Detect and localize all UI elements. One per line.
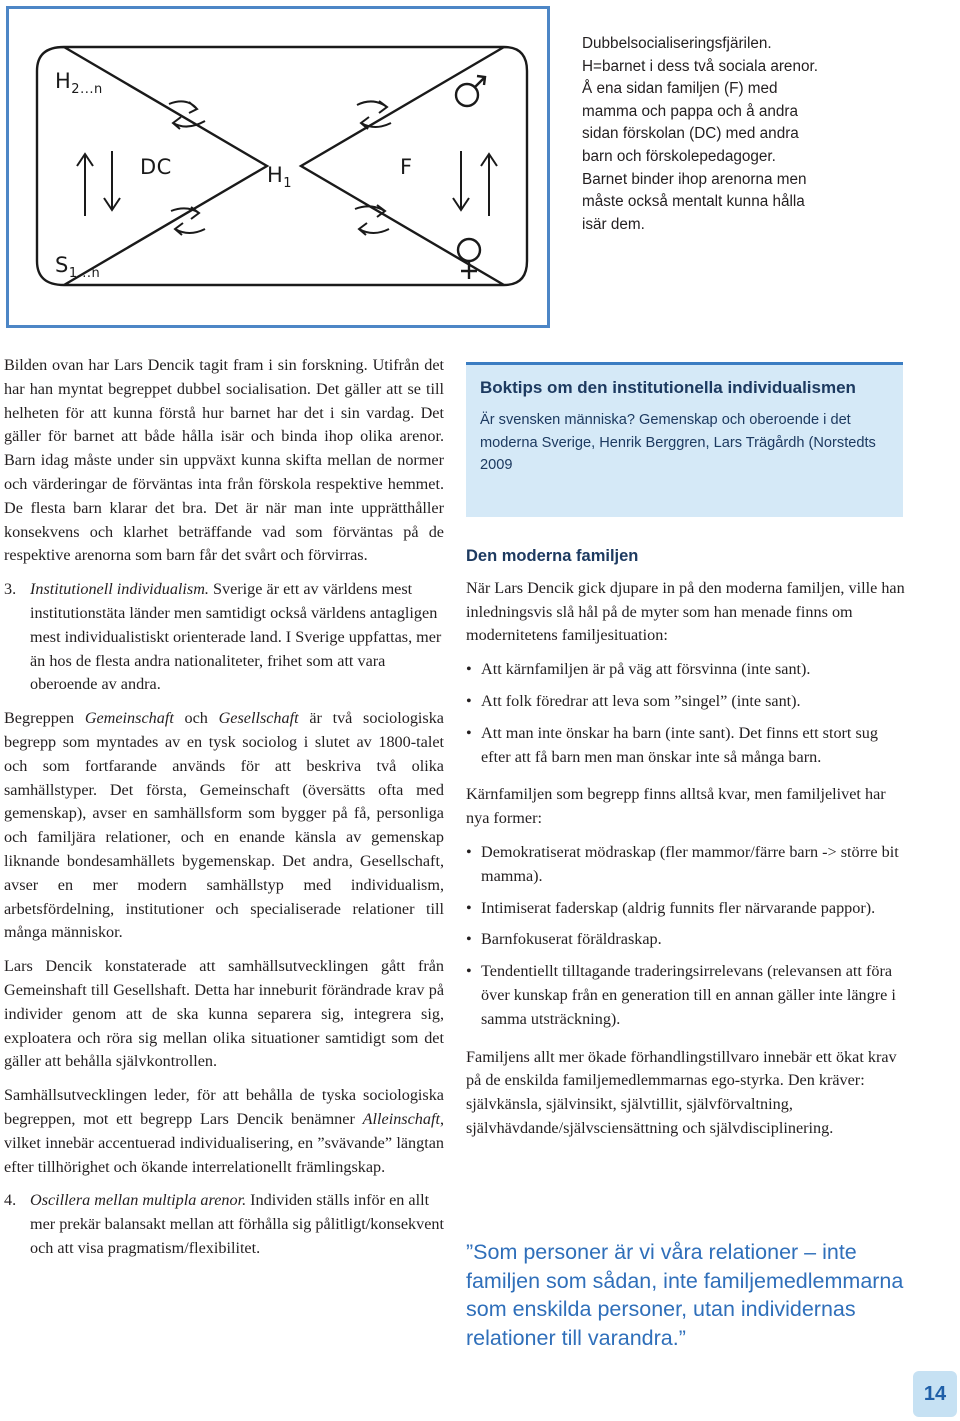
arrow-up-icon bbox=[77, 154, 93, 216]
paragraph-dual-socialisation: Bilden ovan har Lars Dencik tagit fram i sin forskning. Utifrån det har han myntat begreppet dubbel socialisation. Det gäller att se till helheten för att kunna förstå hur barnet har det i sin vardag. Det gäller för barnet att både hålla isär och binda ihop olika arenor. Barn idag måste under sin uppväxt kunna skifta mellan de normer och värderingar de förväntas inta från förskola respektive hemmet. De flesta barn klarar det bra. Det är när man inte upprätthåller konsekvens och klarhet beträffande vad som förväntas på de respektive arenorna som barn får det svårt och förvirras. bbox=[4, 356, 444, 565]
item-text: Oscillera mellan multipla arenor. Individen ställs inför en allt mer prekär balansakt mellan att förhålla sig pålitligt/konsekvent och att visa pragmatism/flexibilitet. bbox=[30, 1191, 444, 1257]
right-vertical-arrows bbox=[453, 151, 497, 216]
numbered-item-4 bbox=[4, 1189, 444, 1260]
arrow-up-icon bbox=[481, 154, 497, 216]
item-number: 4. bbox=[4, 1191, 17, 1210]
new-forms-list bbox=[466, 841, 906, 1032]
myths-list bbox=[466, 658, 906, 769]
curved-arrow-icon bbox=[359, 223, 389, 235]
label-dc: DC bbox=[140, 155, 172, 179]
list-item: • Demokratiserat mödraskap (fler mammor/färre barn -> större bit mamma). bbox=[466, 841, 906, 889]
caption-line: måste också mentalt kunna hålla bbox=[582, 193, 805, 211]
paragraph-ego-strength: Familjens allt mer ökade förhandlingstillvaro innebär ett ökat krav på de enskilda familjemedlemmarnas ego-styrka. Den kräver: självkänsla, självinsikt, självtillit, självförvaltning, självhävdande/självsciensättning och självdisciplinering. bbox=[466, 1047, 897, 1137]
figure-caption bbox=[582, 33, 862, 236]
list-item: • Att man inte önskar ha barn (inte sant). Det finns ett stort sug efter att få barn men man önskar inte så många barn. bbox=[466, 722, 906, 770]
caption-line: mamma och pappa och å andra bbox=[582, 102, 798, 120]
caption-line: Barnet binder ihop arenorna men bbox=[582, 170, 807, 188]
curved-arrow-icon bbox=[355, 205, 385, 217]
item-number: 3. bbox=[4, 580, 17, 599]
section-title: Den moderna familjen bbox=[466, 547, 639, 565]
list-item: • Att folk föredrar att leva som ”singel” (inte sant). bbox=[466, 690, 906, 714]
caption-line: Dubbelsocialiseringsfjärilen. bbox=[582, 35, 772, 52]
curved-arrow-icon bbox=[175, 223, 205, 235]
label-f: F bbox=[400, 155, 413, 179]
paragraph-alleinschaft: Samhällsutvecklingen leder, för att behålla de tyska sociologiska begreppen, mot ett begrepp Lars Dencik benämner Alleinschaft, vilket innebär accentuerad individualisering, en ”svävande” längtan efter tillhörighet och ökande interrelationellt främlingskap. bbox=[4, 1086, 444, 1176]
caption-line: H=barnet i dess två sociala arenor. bbox=[582, 57, 818, 75]
left-column bbox=[4, 354, 444, 1271]
caption-line: isär dem. bbox=[582, 215, 645, 233]
caption-line: Å ena sidan familjen (F) med bbox=[582, 80, 778, 98]
label-h1: $H_1$ bbox=[267, 163, 293, 192]
book-tip-title: Boktips om den institutionella individualismen bbox=[480, 378, 856, 397]
numbered-item-3 bbox=[4, 578, 444, 697]
label-s1: $S_{1...n}$ bbox=[55, 253, 101, 282]
right-column bbox=[466, 545, 906, 1151]
list-item: • Tendentiellt tilltagande traderingsirrelevans (relevansen att föra över kunskap från en generation till en annan gäller inte längre i samma utsträckning). bbox=[466, 960, 906, 1031]
arrow-down-icon bbox=[104, 151, 120, 210]
paragraph-gemeinschaft: Begreppen Gemeinschaft och Gesellschaft är två sociologiska begrepp som myntades av en tysk sociolog i slutet av 1800-talet och som fortfarande används för att beskriva två olika samhällstyper. Det första, Gemeinschaft (översätts ofta med gemenskap), avser en samhällsform som bygger på få, personliga och familjära relationer, och en enande känsla av gemenskap liknande bondesamhällets bygemenskap. Det andra, Gesellschaft, avser en mer modern samhällstyp med individualism, arbetsfördelning, institutioner och specialiserade relationer till många människor. bbox=[4, 709, 444, 942]
female-symbol-icon bbox=[458, 239, 480, 279]
list-item: • Att kärnfamiljen är på väg att försvinna (inte sant). bbox=[466, 658, 906, 682]
item-title: Institutionell individualism. bbox=[30, 580, 209, 599]
curved-arrow-icon bbox=[357, 101, 387, 113]
left-vertical-arrows bbox=[77, 151, 120, 216]
item-title: Oscillera mellan multipla arenor. bbox=[30, 1191, 247, 1210]
list-item: • Intimiserat faderskap (aldrig funnits fler närvarande pappor). bbox=[466, 897, 906, 921]
item-text: Institutionell individualism. Sverige är ett av världens mest institutionstäta länder men samtidigt också världens antagligen mest individualistiskt orienterade land. I Sverige uppfattas, mer än hos de flesta andra nationaliteter, frihet som att vara oberoende av andra. bbox=[30, 580, 442, 694]
book-tip-body: Är svensken människa? Gemenskap och oberoende i det moderna Sverige, Henrik Berggren, Lars Trägårdh (Norstedts 2009 bbox=[480, 412, 876, 473]
list-item: • Barnfokuserat föräldraskap. bbox=[466, 928, 906, 952]
label-h2: $H_{2...n}$ bbox=[55, 69, 103, 98]
butterfly-diagram bbox=[6, 6, 550, 328]
caption-line: sidan förskolan (DC) med andra bbox=[582, 125, 799, 143]
book-tip-box bbox=[466, 362, 903, 517]
pull-quote: ”Som personer är vi våra relationer – inte familjen som sådan, inte familjemedlemmarna som enskilda personer, utan individernas relationer till varandra.” bbox=[466, 1240, 904, 1350]
arrow-down-icon bbox=[453, 151, 469, 210]
paragraph-new-forms: Kärnfamiljen som begrepp finns alltså kvar, men familjelivet har nya former: bbox=[466, 785, 886, 828]
page-number: 14 bbox=[913, 1371, 957, 1417]
paragraph-dencik: Lars Dencik konstaterade att samhällsutvecklingen gått från Gemeinshaft till Gesellshaft. Detta har inneburit förändrade krav på individer genom att de ska kunna separera sig, integrera sig, exploatera och röra sig mellan olika situationer samtidigt som det gäller att behålla självkontrollen. bbox=[4, 957, 444, 1071]
male-symbol-icon bbox=[456, 76, 485, 106]
caption-line: barn och förskolepedagoger. bbox=[582, 147, 776, 165]
paragraph-modern-family: När Lars Dencik gick djupare in på den moderna familjen, ville han inledningsvis slå hål på de myter som han menade finns om modernitetens familjesituation: bbox=[466, 578, 905, 645]
